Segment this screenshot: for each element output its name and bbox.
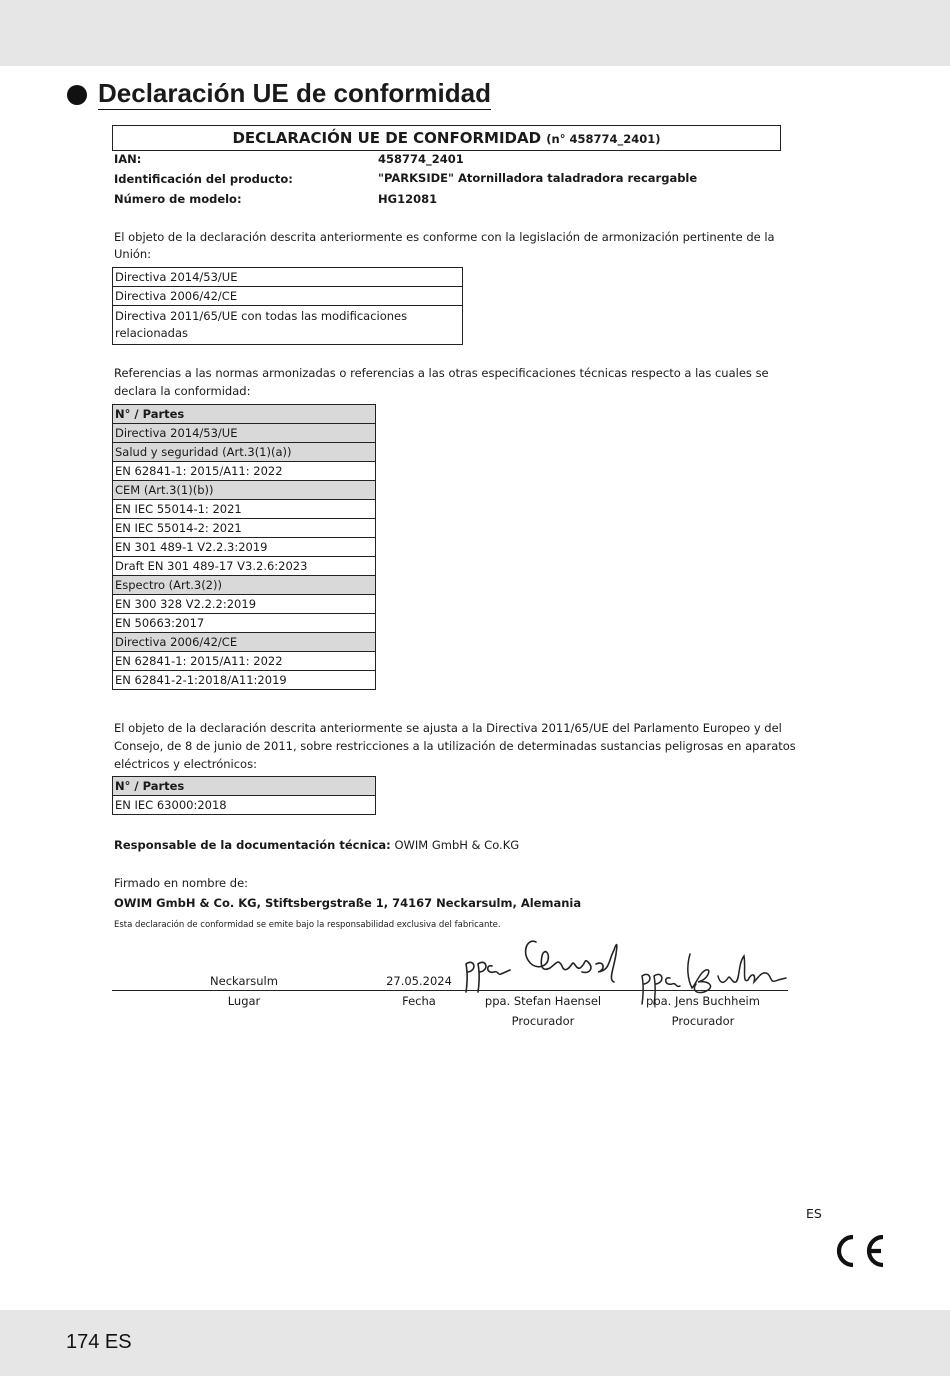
directive-cell: Directiva 2014/53/UE	[113, 268, 463, 287]
standard-cell: EN 62841-1: 2015/A11: 2022	[113, 652, 376, 671]
standard-cell: EN 50663:2017	[113, 614, 376, 633]
responsible-value: OWIM GmbH & Co.KG	[394, 838, 520, 852]
rohs-table	[112, 776, 376, 815]
table-row	[113, 595, 376, 614]
standard-cell: Salud y seguridad (Art.3(1)(a))	[113, 443, 376, 462]
responsible-line	[114, 838, 519, 853]
table-row	[113, 633, 376, 652]
field-label-model: Número de modelo:	[114, 192, 242, 206]
signer2-name: ppa. Jens Buchheim	[646, 994, 760, 1008]
disclaimer: Esta declaración de conformidad se emite bajo la responsabilidad exclusiva del fabricante.	[114, 920, 501, 930]
signature-line	[112, 990, 788, 991]
date-value: 27.05.2024	[386, 974, 452, 988]
place-label: Lugar	[227, 994, 261, 1008]
responsible-label: Responsable de la documentación técnica:	[114, 838, 391, 852]
field-label-product: Identificación del producto:	[114, 172, 293, 186]
table-row	[113, 306, 463, 345]
standard-cell: EN 301 489-1 V2.2.3:2019	[113, 538, 376, 557]
declaration-number: (n° 458774_2401)	[546, 132, 661, 146]
refs-text-line1: Referencias a las normas armonizadas o referencias a las otras especificaciones técnicas respecto a las cuales se	[114, 366, 769, 380]
intro-text-line1: El objeto de la declaración descrita anteriormente es conforme con la legislación de armonización pertinente de la	[114, 230, 775, 244]
field-value-product: "PARKSIDE" Atornilladora taladradora recargable	[378, 171, 698, 185]
standard-cell: Draft EN 301 489-17 V3.2.6:2023	[113, 557, 376, 576]
table-row	[113, 287, 463, 306]
standard-cell: CEM (Art.3(1)(b))	[113, 481, 376, 500]
signer2-role: Procurador	[671, 1014, 735, 1028]
table-row	[113, 576, 376, 595]
rohs-text-line1: El objeto de la declaración descrita anteriormente se ajusta a la Directiva 2011/65/UE del Parlamento Europeo y del	[114, 721, 782, 735]
directive-cell: Directiva 2011/65/UE con todas las modificaciones relacionadas	[113, 306, 463, 345]
date-label: Fecha	[402, 994, 436, 1008]
signature-haensel-icon	[458, 930, 630, 996]
standards-header: N° / Partes	[113, 405, 376, 424]
field-value-ian: 458774_2401	[378, 152, 464, 166]
directive-cell: Directiva 2006/42/CE	[113, 287, 463, 306]
rohs-header: N° / Partes	[113, 777, 376, 796]
page-title: Declaración UE de conformidad	[98, 78, 491, 108]
standard-cell: EN 300 328 V2.2.2:2019	[113, 595, 376, 614]
signed-label: Firmado en nombre de:	[114, 876, 249, 890]
table-row	[113, 614, 376, 633]
top-band	[0, 0, 950, 66]
table-row	[113, 443, 376, 462]
table-row	[113, 557, 376, 576]
language-label: ES	[806, 1206, 822, 1221]
standard-cell: EN IEC 55014-1: 2021	[113, 500, 376, 519]
declaration-title: DECLARACIÓN UE DE CONFORMIDAD	[232, 129, 542, 147]
table-row	[113, 652, 376, 671]
table-row	[113, 481, 376, 500]
standard-cell: EN 62841-1: 2015/A11: 2022	[113, 462, 376, 481]
rohs-text-line2: Consejo, de 8 de junio de 2011, sobre restricciones a la utilización de determinadas sustancias peligrosas en aparatos	[114, 739, 796, 753]
rohs-text-line3: eléctricos y electrónicos:	[114, 757, 257, 771]
table-row	[113, 462, 376, 481]
bottom-band	[0, 1310, 950, 1376]
standard-cell: Espectro (Art.3(2))	[113, 576, 376, 595]
table-row	[113, 500, 376, 519]
intro-text-line2: Unión:	[114, 247, 152, 261]
directives-table	[112, 267, 463, 345]
refs-text-line2: declara la conformidad:	[114, 384, 251, 398]
table-row	[113, 424, 376, 443]
table-row	[113, 796, 376, 815]
standard-cell: EN IEC 55014-2: 2021	[113, 519, 376, 538]
heading-bullet-icon	[67, 85, 87, 105]
table-row	[113, 538, 376, 557]
field-value-model: HG12081	[378, 192, 438, 206]
page-number: 174 ES	[66, 1331, 132, 1353]
standard-cell: Directiva 2014/53/UE	[113, 424, 376, 443]
standards-table	[112, 404, 376, 690]
rohs-standard-cell: EN IEC 63000:2018	[113, 796, 376, 815]
signed-company: OWIM GmbH & Co. KG, Stiftsbergstraße 1, 74167 Neckarsulm, Alemania	[114, 896, 582, 910]
standard-cell: EN 62841-2-1:2018/A11:2019	[113, 671, 376, 690]
field-label-ian: IAN:	[114, 152, 142, 166]
signer1-name: ppa. Stefan Haensel	[484, 994, 602, 1008]
table-header-row	[113, 777, 376, 796]
table-row	[113, 519, 376, 538]
place-value: Neckarsulm	[210, 974, 278, 988]
standard-cell: Directiva 2006/42/CE	[113, 633, 376, 652]
table-row	[113, 268, 463, 287]
ce-mark-icon	[833, 1232, 887, 1270]
signer1-role: Procurador	[511, 1014, 575, 1028]
table-row	[113, 671, 376, 690]
table-header-row	[113, 405, 376, 424]
declaration-title-box	[112, 125, 781, 151]
